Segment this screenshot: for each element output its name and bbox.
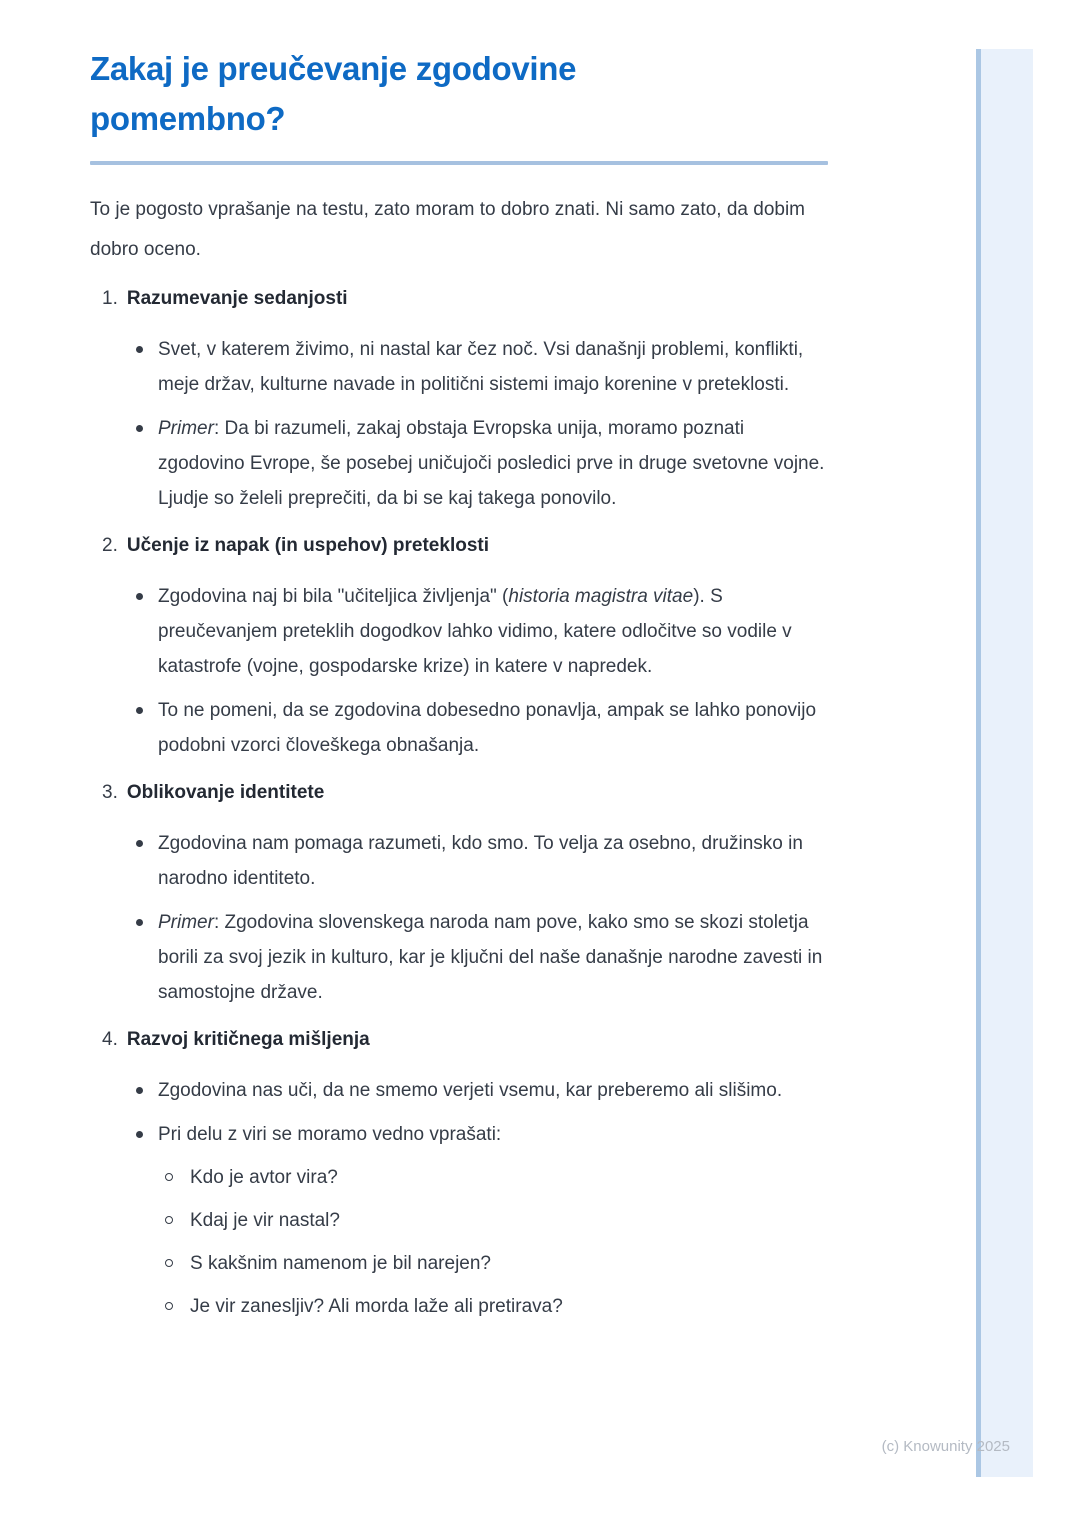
bullet-text-segment: Svet, v katerem živimo, ni nastal kar čez noč. Vsi današnji problemi, konflikti, meje držav, kulturne navade in politični sistemi imajo korenine v preteklosti. xyxy=(158,339,804,395)
bullet-list xyxy=(90,332,845,516)
bullet-text-segment: Pri delu z viri se moramo vedno vprašati: xyxy=(158,1124,502,1145)
sub-bullet-item: Je vir zanesljiv? Ali morda laže ali pretirava? xyxy=(190,1289,830,1324)
section-number: 2. xyxy=(102,535,118,556)
bullet-list xyxy=(90,826,845,1010)
section xyxy=(90,1028,845,1324)
section xyxy=(90,781,845,1010)
bullet-item xyxy=(158,693,830,763)
sub-bullet-item: Kdaj je vir nastal? xyxy=(190,1203,830,1238)
bullet-item xyxy=(158,1073,830,1108)
bullet-text-segment: : Da bi razumeli, zakaj obstaja Evropska unija, moramo poznati zgodovino Evrope, še posebej uničujoči posledici prve in druge svetovne vojne. Ljudje so želeli preprečiti, da bi se kaj takega ponovilo. xyxy=(158,418,825,509)
bullet-text-segment: historia magistra vitae xyxy=(508,586,694,607)
section-number: 3. xyxy=(102,782,118,803)
bullet-item xyxy=(158,826,830,896)
bullet-item xyxy=(158,332,830,402)
section-heading-text: Učenje iz napak (in uspehov) preteklosti xyxy=(126,535,490,556)
section-heading xyxy=(90,1028,845,1052)
bullet-item xyxy=(158,1117,830,1324)
page-title: Zakaj je preučevanje zgodovine pomembno? xyxy=(90,50,577,137)
title-underline-rule xyxy=(90,161,828,165)
section-heading xyxy=(90,287,845,311)
section-heading-text: Razumevanje sedanjosti xyxy=(126,288,348,309)
sub-bullet-item: Kdo je avtor vira? xyxy=(190,1160,830,1195)
section-heading-text: Oblikovanje identitete xyxy=(126,782,325,803)
section xyxy=(90,287,845,516)
section-heading xyxy=(90,534,845,558)
bullet-item xyxy=(158,579,830,684)
bullet-item xyxy=(158,905,830,1010)
section-number: 1. xyxy=(102,288,118,309)
copyright-watermark: (c) Knowunity 2025 xyxy=(881,1438,1010,1455)
bullet-text-segment: Zgodovina nam pomaga razumeti, kdo smo. To velja za osebno, družinsko in narodno identiteto. xyxy=(158,833,803,889)
bullet-text-segment: ). S preučevanjem preteklih dogodkov lahko vidimo, katere odločitve so vodile v katastrofe (vojne, gospodarske krize) in katere v napredek. xyxy=(158,586,792,677)
section-number: 4. xyxy=(102,1029,118,1050)
right-margin-bar xyxy=(976,49,1033,1477)
sub-bullet-item: S kakšnim namenom je bil narejen? xyxy=(190,1246,830,1281)
section-heading-text: Razvoj kritičnega mišljenja xyxy=(126,1029,370,1050)
bullet-item xyxy=(158,411,830,516)
intro-paragraph: To je pogosto vprašanje na testu, zato moram to dobro znati. Ni samo zato, da dobim dobro oceno. xyxy=(90,199,805,260)
bullet-list xyxy=(90,1073,845,1324)
bullet-text-segment: Zgodovina nas uči, da ne smemo verjeti vsemu, kar preberemo ali slišimo. xyxy=(158,1080,783,1101)
section xyxy=(90,534,845,763)
bullet-list xyxy=(90,579,845,763)
bullet-text-segment: Primer xyxy=(158,418,214,439)
sub-bullet-list xyxy=(158,1160,830,1324)
bullet-text-segment: Primer xyxy=(158,912,214,933)
bullet-text-segment: To ne pomeni, da se zgodovina dobesedno ponavlja, ampak se lahko ponovijo podobni vzorci človeškega obnašanja. xyxy=(158,700,817,756)
bullet-text-segment: : Zgodovina slovenskega naroda nam pove, kako smo se skozi stoletja borili za svoj jezik in kulturo, kar je ključni del naše današnje narodne zavesti in samostojne države. xyxy=(158,912,823,1003)
document-page xyxy=(90,44,845,1342)
section-heading xyxy=(90,781,845,805)
bullet-text-segment: Zgodovina naj bi bila "učiteljica življenja" ( xyxy=(158,586,509,607)
sections-list xyxy=(90,287,845,1324)
